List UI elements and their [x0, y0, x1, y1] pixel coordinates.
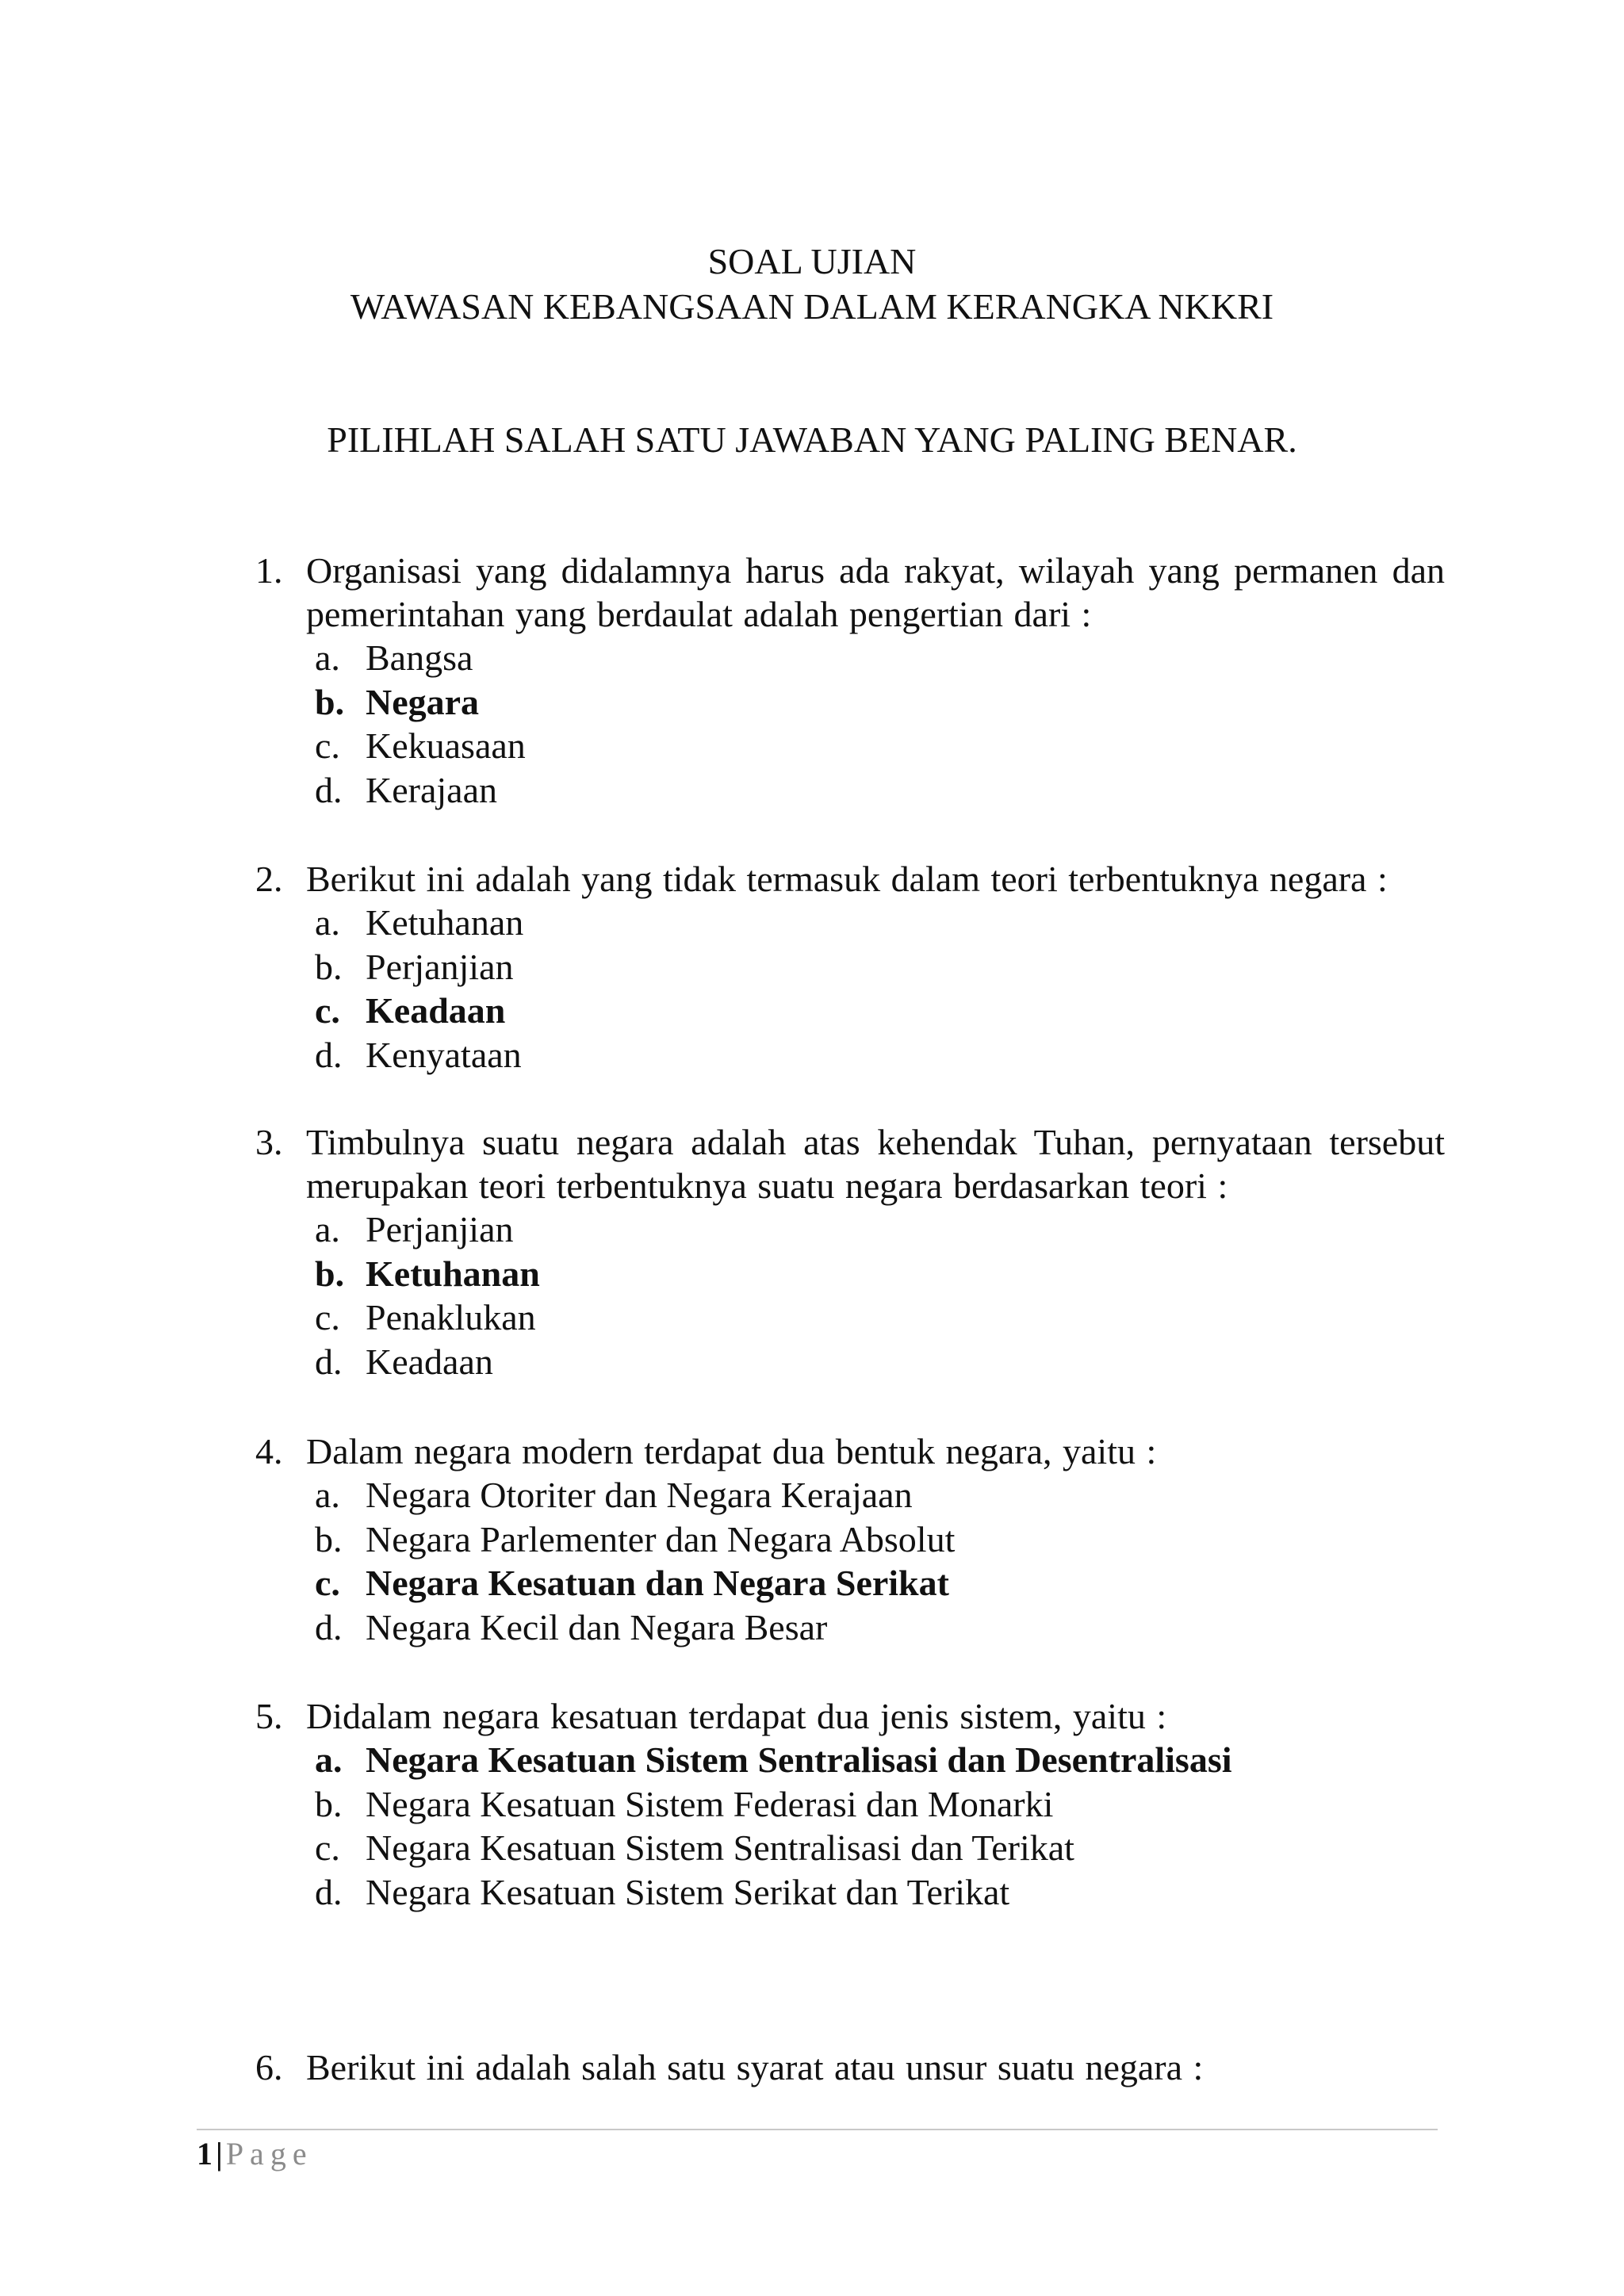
- option-text: Negara Kesatuan Sistem Sentralisasi dan Terikat: [366, 1827, 1074, 1868]
- option-letter: c.: [315, 725, 340, 766]
- option-text: Bangsa: [366, 637, 473, 678]
- option-letter: d.: [315, 769, 343, 810]
- option-letter: a.: [315, 1209, 340, 1249]
- option-text: Penaklukan: [366, 1297, 536, 1337]
- question-6: [255, 2045, 1445, 2089]
- option-list: [315, 1473, 1445, 1649]
- option-text: Keadaan: [366, 990, 506, 1031]
- option-text: Negara Kesatuan Sistem Federasi dan Monarki: [366, 1783, 1054, 1824]
- option-text: Negara Otoriter dan Negara Kerajaan: [366, 1475, 913, 1515]
- option-letter: c.: [315, 1297, 340, 1337]
- option-b: [315, 1517, 1445, 1562]
- question-1: [255, 549, 1445, 812]
- option-d: [315, 1340, 1445, 1384]
- option-letter: c.: [315, 990, 340, 1031]
- option-letter: b.: [315, 946, 343, 987]
- option-c: [315, 724, 1445, 768]
- option-text: Keadaan: [366, 1341, 493, 1382]
- question-5: [255, 1694, 1445, 1914]
- option-text: Negara Parlementer dan Negara Absolut: [366, 1518, 956, 1559]
- option-text: Perjanjian: [366, 946, 514, 987]
- option-a: [315, 636, 1445, 680]
- option-text: Negara Kesatuan Sistem Serikat dan Terikat: [366, 1871, 1010, 1912]
- option-c-correct: [315, 989, 1445, 1033]
- option-letter: d.: [315, 1606, 343, 1647]
- option-list: [315, 1207, 1445, 1383]
- question-text: Dalam negara modern terdapat dua bentuk negara, yaitu :: [306, 1431, 1157, 1471]
- question-3: [255, 1120, 1445, 1383]
- question-number: 5.: [255, 1696, 283, 1736]
- instructions: PILIHLAH SALAH SATU JAWABAN YANG PALING BENAR.: [327, 419, 1297, 460]
- option-letter: c.: [315, 1827, 340, 1868]
- question-number: 3.: [255, 1122, 283, 1162]
- option-a: [315, 1473, 1445, 1517]
- question-text: Didalam negara kesatuan terdapat dua jenis sistem, yaitu :: [306, 1696, 1167, 1736]
- option-text: Ketuhanan: [366, 1253, 540, 1294]
- question-number: 6.: [255, 2047, 283, 2087]
- option-letter: d.: [315, 1871, 343, 1912]
- question-text: Timbulnya suatu negara adalah atas kehendak Tuhan, pernyataan tersebut merupakan teori terbentuknya suatu negara berdasarkan teori :: [306, 1122, 1445, 1206]
- option-letter: b.: [315, 1783, 343, 1824]
- question-text: Organisasi yang didalamnya harus ada rakyat, wilayah yang permanen dan pemerintahan yang berdaulat adalah pengertian dari :: [306, 550, 1445, 634]
- question-text: Berikut ini adalah yang tidak termasuk dalam teori terbentuknya negara :: [306, 859, 1388, 899]
- option-d: [315, 1870, 1445, 1915]
- option-d: [315, 768, 1445, 813]
- option-c: [315, 1295, 1445, 1340]
- option-letter: a.: [315, 902, 340, 943]
- option-letter: b.: [315, 1253, 345, 1294]
- question-number: 4.: [255, 1431, 283, 1471]
- option-list: [315, 901, 1445, 1077]
- option-text: Negara Kesatuan dan Negara Serikat: [366, 1563, 949, 1603]
- question-text: Berikut ini adalah salah satu syarat atau unsur suatu negara :: [306, 2047, 1204, 2087]
- page-label: Page: [225, 2136, 313, 2172]
- option-d: [315, 1033, 1445, 1077]
- option-b-correct: [315, 680, 1445, 725]
- page-number: 1: [197, 2136, 213, 2172]
- option-a-correct: [315, 1738, 1445, 1782]
- option-text: Kenyataan: [366, 1034, 522, 1075]
- option-letter: a.: [315, 1475, 340, 1515]
- option-text: Perjanjian: [366, 1209, 514, 1249]
- option-text: Negara Kesatuan Sistem Sentralisasi dan Desentralisasi: [366, 1739, 1232, 1780]
- question-number: 2.: [255, 859, 283, 899]
- option-a: [315, 901, 1445, 945]
- option-a: [315, 1207, 1445, 1252]
- footer-divider: [197, 2129, 1438, 2130]
- page-footer: [197, 2134, 313, 2174]
- option-list: [315, 636, 1445, 812]
- footer-separator: |: [216, 2136, 223, 2172]
- option-text: Negara: [366, 681, 480, 722]
- doc-title-line1: SOAL UJIAN: [707, 241, 917, 281]
- option-text: Negara Kecil dan Negara Besar: [366, 1606, 828, 1647]
- option-letter: b.: [315, 681, 345, 722]
- option-letter: c.: [315, 1563, 340, 1603]
- option-letter: a.: [315, 637, 340, 678]
- option-c: [315, 1826, 1445, 1870]
- option-b: [315, 945, 1445, 989]
- option-b-correct: [315, 1252, 1445, 1296]
- option-d: [315, 1605, 1445, 1650]
- doc-title-line2: WAWASAN KEBANGSAAN DALAM KERANGKA NKKRI: [350, 286, 1274, 327]
- option-list: [315, 1738, 1445, 1914]
- option-letter: b.: [315, 1518, 343, 1559]
- option-text: Kekuasaan: [366, 725, 526, 766]
- question-number: 1.: [255, 550, 283, 591]
- option-c-correct: [315, 1561, 1445, 1605]
- question-4: [255, 1429, 1445, 1649]
- option-text: Kerajaan: [366, 769, 497, 810]
- question-2: [255, 857, 1445, 1077]
- option-text: Ketuhanan: [366, 902, 524, 943]
- option-letter: d.: [315, 1341, 343, 1382]
- option-letter: a.: [315, 1739, 343, 1780]
- option-letter: d.: [315, 1034, 343, 1075]
- option-b: [315, 1782, 1445, 1827]
